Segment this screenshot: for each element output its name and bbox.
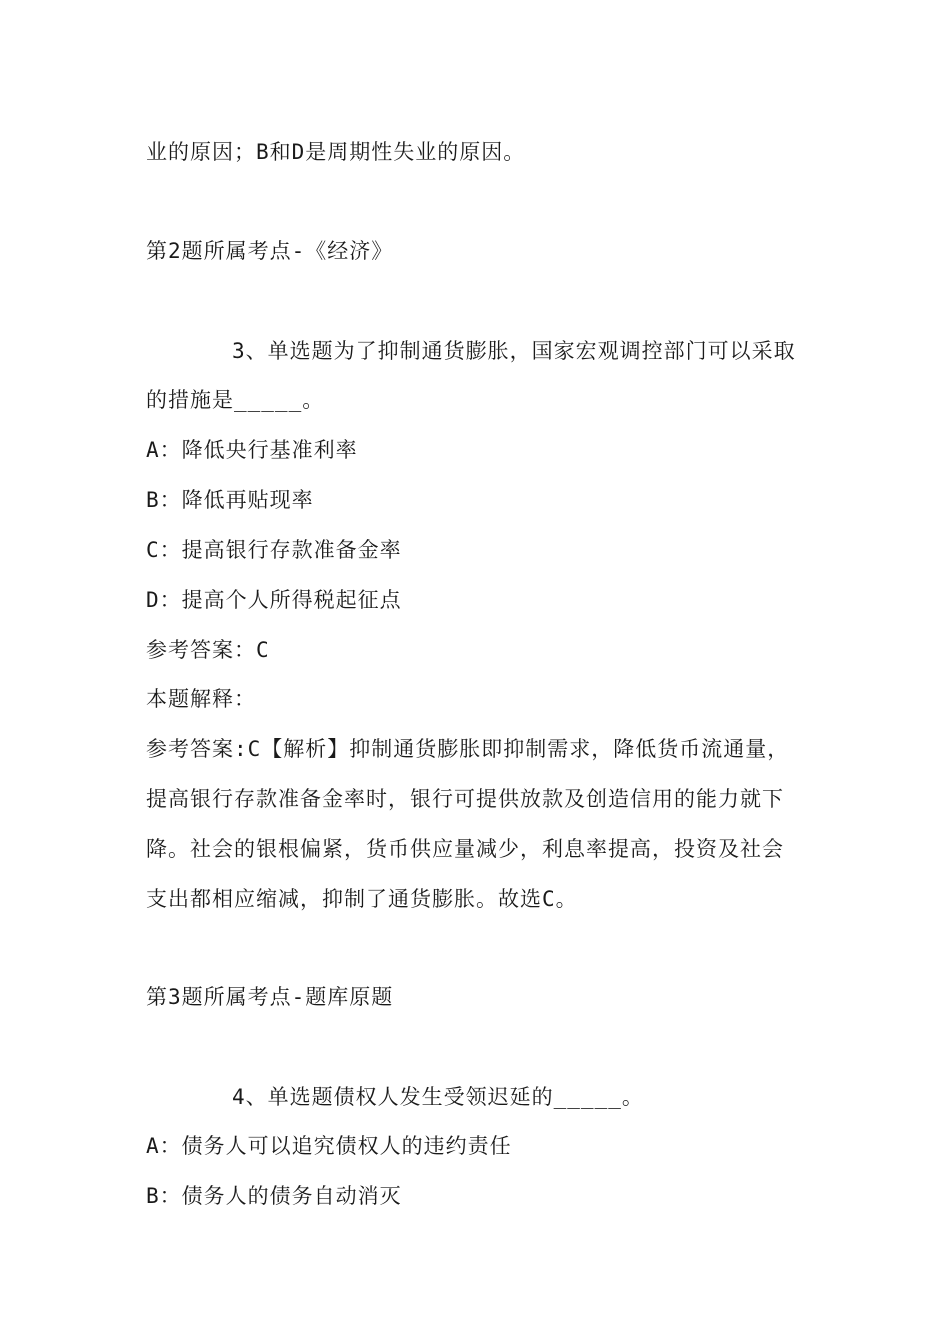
q3-answer: 参考答案：C <box>146 638 270 662</box>
q4-option-b: B：债务人的债务自动消灭 <box>146 1184 402 1208</box>
q3-explanation-title: 本题解释： <box>146 687 256 711</box>
q3-explanation-line: 提高银行存款准备金率时，银行可提供放款及创造信用的能力就下 <box>146 787 784 811</box>
q3-topic: 第3题所属考点-题库原题 <box>146 985 394 1009</box>
q3-option-d: D：提高个人所得税起征点 <box>146 588 402 612</box>
q3-stem-line1: 3、单选题为了抑制通货膨胀，国家宏观调控部门可以采取 <box>232 339 796 363</box>
prev-explanation-end: 业的原因；B和D是周期性失业的原因。 <box>146 140 526 164</box>
q4-stem-line1: 4、单选题债权人发生受领迟延的_____。 <box>232 1085 644 1109</box>
q3-option-a: A：降低央行基准利率 <box>146 438 358 462</box>
q3-explanation-line: 支出都相应缩减，抑制了通货膨胀。故选C。 <box>146 887 578 911</box>
q2-topic: 第2题所属考点-《经济》 <box>146 239 394 263</box>
q3-explanation-line: 参考答案:C【解析】抑制通货膨胀即抑制需求，降低货币流通量， <box>146 737 790 761</box>
q3-option-c: C：提高银行存款准备金率 <box>146 538 402 562</box>
q3-stem-line2: 的措施是_____。 <box>146 388 325 412</box>
q3-explanation-line: 降。社会的银根偏紧，货币供应量减少，利息率提高，投资及社会 <box>146 837 784 861</box>
q4-option-a: A：债务人可以追究债权人的违约责任 <box>146 1134 512 1158</box>
q3-option-b: B：降低再贴现率 <box>146 488 314 512</box>
